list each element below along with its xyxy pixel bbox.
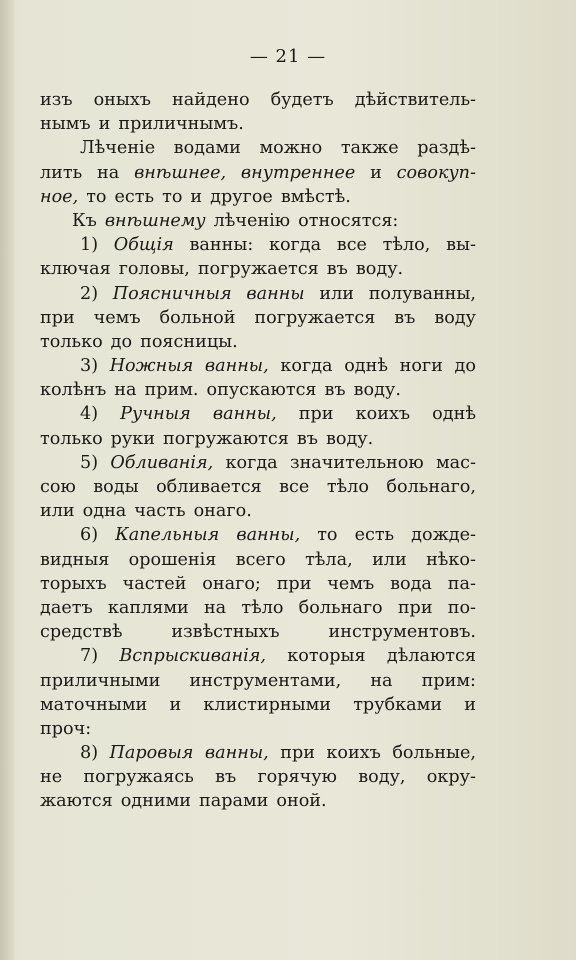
- word: прим.: [144, 380, 199, 401]
- word: только: [40, 428, 103, 449]
- word: совокуп-: [396, 162, 476, 183]
- word: колѣнъ: [40, 380, 107, 401]
- word-gap: [103, 330, 111, 354]
- word: вода: [390, 573, 432, 594]
- word: приличнымъ.: [118, 114, 244, 135]
- list-item-6: [40, 523, 476, 547]
- word: онаго.: [193, 501, 252, 522]
- word-gap: [191, 789, 199, 813]
- word: до: [110, 331, 133, 352]
- word-gap: [155, 427, 163, 451]
- word: средствѣ: [40, 622, 123, 643]
- word: Поясничныя: [112, 283, 232, 304]
- word-gap: [318, 427, 326, 451]
- list-item-8: [40, 741, 476, 765]
- word: нымъ: [40, 114, 91, 135]
- word: приличными: [40, 670, 161, 691]
- text-line: [40, 548, 476, 572]
- word-gap: [107, 185, 115, 209]
- word: есть: [114, 186, 155, 207]
- text-line: [40, 330, 476, 354]
- word: частей: [122, 573, 187, 594]
- text-line: [40, 185, 476, 209]
- word: то: [86, 186, 107, 207]
- word: есть: [354, 525, 395, 546]
- word: ванны,: [212, 404, 277, 425]
- word: полуванны,: [368, 283, 476, 304]
- word: клистирными: [203, 694, 332, 715]
- word: въ: [215, 767, 237, 788]
- word: тѣла,: [305, 549, 353, 570]
- word: однѣ: [344, 356, 388, 377]
- word: 5): [80, 452, 99, 473]
- word: часть: [134, 501, 186, 522]
- word: ванны:: [189, 235, 254, 256]
- word: тѣло,: [382, 235, 431, 256]
- word: которыя: [287, 646, 366, 667]
- word-gap: [132, 330, 140, 354]
- word: 3): [80, 356, 99, 377]
- word: водами: [173, 138, 241, 159]
- word: чемъ: [327, 573, 375, 594]
- word: чемъ: [93, 307, 141, 328]
- word-gap: [78, 185, 86, 209]
- word: внѣшнему: [104, 210, 206, 231]
- word: не: [40, 767, 63, 788]
- word-gap: [290, 209, 298, 233]
- word: больной: [159, 307, 236, 328]
- word: руки: [110, 428, 156, 449]
- word: ванны,: [236, 525, 301, 546]
- word: орошенія: [128, 549, 217, 570]
- word: 4): [80, 404, 99, 425]
- word: Общія: [113, 235, 174, 256]
- word-gap: [106, 378, 114, 402]
- word: 8): [80, 743, 99, 764]
- word: коихъ: [326, 743, 381, 764]
- word-gap: [182, 185, 190, 209]
- word: и: [370, 162, 382, 183]
- word-gap: [186, 499, 194, 523]
- text-line: [40, 306, 476, 330]
- word-gap: [346, 378, 354, 402]
- word: парами: [198, 791, 269, 812]
- word: одними: [120, 791, 191, 812]
- text-line: [40, 620, 476, 644]
- text-line: [40, 88, 476, 112]
- word: 7): [80, 646, 99, 667]
- word: воды: [93, 477, 139, 497]
- word-gap: [317, 378, 325, 402]
- word-gap: [199, 378, 207, 402]
- word: опускаются: [206, 380, 317, 401]
- word: все: [279, 477, 310, 497]
- word: ключая: [40, 259, 111, 280]
- word: при: [280, 743, 315, 764]
- word: нѣко-: [426, 549, 476, 570]
- word: воду,: [358, 767, 406, 788]
- word: извѣстныхъ: [171, 622, 280, 643]
- word: и: [464, 694, 476, 715]
- word: дѣлаются: [386, 646, 476, 667]
- word: одна: [82, 501, 127, 522]
- word: погружается: [254, 307, 376, 328]
- list-item-7: [40, 644, 476, 668]
- list-item-4: [40, 402, 476, 426]
- word: воду.: [355, 259, 404, 280]
- word: погружается: [197, 259, 319, 280]
- word: ноги: [399, 356, 443, 377]
- word: при: [40, 307, 75, 328]
- word: на: [203, 597, 227, 618]
- word: значительною: [289, 452, 424, 473]
- text-line: [40, 669, 476, 693]
- page-spine-shadow: [0, 0, 14, 960]
- word-gap: [110, 112, 118, 136]
- word-gap: [206, 209, 214, 233]
- word: воду.: [353, 380, 401, 401]
- word: раздѣ-: [417, 138, 476, 159]
- word: и: [98, 114, 111, 135]
- word: каплями: [107, 597, 189, 618]
- word: инструментами,: [189, 670, 342, 691]
- word: горячую: [257, 767, 337, 788]
- list-item-1: [40, 233, 476, 257]
- word: внутреннее: [240, 162, 356, 183]
- word: и: [169, 694, 182, 715]
- text-line: [40, 257, 476, 281]
- word: Обливанія,: [110, 452, 214, 473]
- word: при: [298, 404, 334, 425]
- text-line: [40, 475, 476, 499]
- word: мас-: [436, 452, 476, 473]
- word: видныя: [40, 549, 110, 570]
- word-gap: [103, 427, 111, 451]
- word: въ: [394, 307, 416, 328]
- word: 2): [80, 283, 99, 304]
- text-line: [40, 765, 476, 789]
- word: ванны: [246, 283, 305, 304]
- word: когда: [280, 356, 333, 377]
- word: обливается: [156, 477, 262, 497]
- word: лить: [40, 162, 83, 183]
- word: или: [319, 283, 354, 304]
- word: проч:: [40, 718, 92, 739]
- word: даетъ: [40, 597, 93, 618]
- word: инструментовъ.: [328, 622, 476, 643]
- word: онаго;: [202, 573, 261, 594]
- word: относятся:: [298, 210, 399, 231]
- word: Вспрыскиванія,: [119, 646, 266, 667]
- word: однѣ: [432, 404, 476, 425]
- word: Къ: [72, 210, 97, 231]
- word: ванны,: [204, 743, 269, 764]
- word: вы-: [446, 235, 476, 256]
- list-item-2: [40, 282, 476, 306]
- word: то: [162, 186, 183, 207]
- word: также: [340, 138, 399, 159]
- paragraph-start: [40, 209, 476, 233]
- word: поясницы.: [140, 331, 238, 352]
- word: на: [114, 380, 137, 401]
- page-number: — 21 —: [249, 46, 327, 67]
- word: до: [454, 356, 476, 377]
- word: больнаго,: [386, 477, 476, 497]
- word: въ: [324, 380, 346, 401]
- word: когда: [268, 235, 322, 256]
- word: найдено: [172, 90, 250, 110]
- word-gap: [154, 185, 162, 209]
- word: 1): [80, 235, 99, 256]
- word: при: [397, 597, 433, 618]
- word: или: [40, 501, 75, 522]
- text-line: [40, 499, 476, 523]
- word: окру-: [426, 767, 476, 788]
- list-item-5: [40, 451, 476, 475]
- word: все: [336, 235, 367, 256]
- word-gap: [113, 789, 121, 813]
- text-line: [40, 161, 476, 185]
- word: 6): [80, 525, 99, 546]
- text-line: [40, 717, 476, 741]
- word: коихъ: [355, 404, 411, 425]
- word: погружаются: [163, 428, 289, 449]
- word: воду: [434, 307, 476, 328]
- word-gap: [273, 185, 281, 209]
- word: дѣйствитель-: [354, 90, 476, 110]
- word: изъ: [40, 90, 73, 110]
- list-item-3: [40, 354, 476, 378]
- word: будетъ: [270, 90, 334, 110]
- word: лѣченію: [213, 210, 291, 231]
- body-text: [40, 88, 476, 814]
- word-gap: [268, 789, 276, 813]
- word: въ: [326, 259, 348, 280]
- word: въ: [296, 428, 318, 449]
- word: оной.: [276, 791, 327, 812]
- word: дожде-: [411, 525, 476, 546]
- text-line: [40, 427, 476, 451]
- word-gap: [97, 209, 105, 233]
- word: всего: [235, 549, 286, 570]
- word-gap: [75, 499, 83, 523]
- word-gap: [111, 257, 119, 281]
- word: при: [276, 573, 312, 594]
- word: больнаго: [298, 597, 383, 618]
- word: Капельныя: [115, 525, 220, 546]
- word-gap: [202, 185, 210, 209]
- paragraph-start: [40, 136, 476, 160]
- word: больные,: [392, 743, 476, 764]
- word: и: [190, 186, 203, 207]
- text-line: [40, 572, 476, 596]
- word: тѣло: [326, 477, 369, 497]
- word: погружаясь: [83, 767, 194, 788]
- text-line: [40, 693, 476, 717]
- word-gap: [319, 257, 327, 281]
- text-line: [40, 789, 476, 813]
- word-gap: [348, 257, 356, 281]
- word: ное,: [40, 186, 79, 207]
- word: Лѣченіе: [80, 138, 156, 159]
- word: маточными: [40, 694, 148, 715]
- word: на: [370, 670, 393, 691]
- word: по-: [447, 597, 476, 618]
- word: вмѣстѣ.: [280, 186, 351, 207]
- word-gap: [137, 378, 145, 402]
- word: внѣшнее,: [134, 162, 227, 183]
- text-line: [40, 378, 476, 402]
- text-line: [40, 112, 476, 136]
- word: па-: [447, 573, 476, 594]
- word: другое: [210, 186, 273, 207]
- word-gap: [190, 257, 198, 281]
- word: сою: [40, 477, 76, 497]
- word-gap: [126, 499, 134, 523]
- word: жаются: [40, 791, 113, 812]
- word: Ножныя: [109, 356, 194, 377]
- word: головы,: [118, 259, 190, 280]
- word: трубками: [353, 694, 443, 715]
- word-gap: [289, 427, 297, 451]
- word: можно: [259, 138, 323, 159]
- word-gap: [91, 112, 99, 136]
- word: то: [317, 525, 338, 546]
- word: Ручныя: [120, 404, 191, 425]
- word: оныхъ: [93, 90, 151, 110]
- word: когда: [225, 452, 278, 473]
- word: прим:: [421, 670, 476, 691]
- word: воду.: [325, 428, 374, 449]
- word: торыхъ: [40, 573, 107, 594]
- word: тѣло: [241, 597, 284, 618]
- word: только: [40, 331, 103, 352]
- word: Паровыя: [109, 743, 194, 764]
- word: ванны,: [204, 356, 269, 377]
- word: на: [97, 162, 120, 183]
- text-line: [40, 596, 476, 620]
- word: или: [372, 549, 407, 570]
